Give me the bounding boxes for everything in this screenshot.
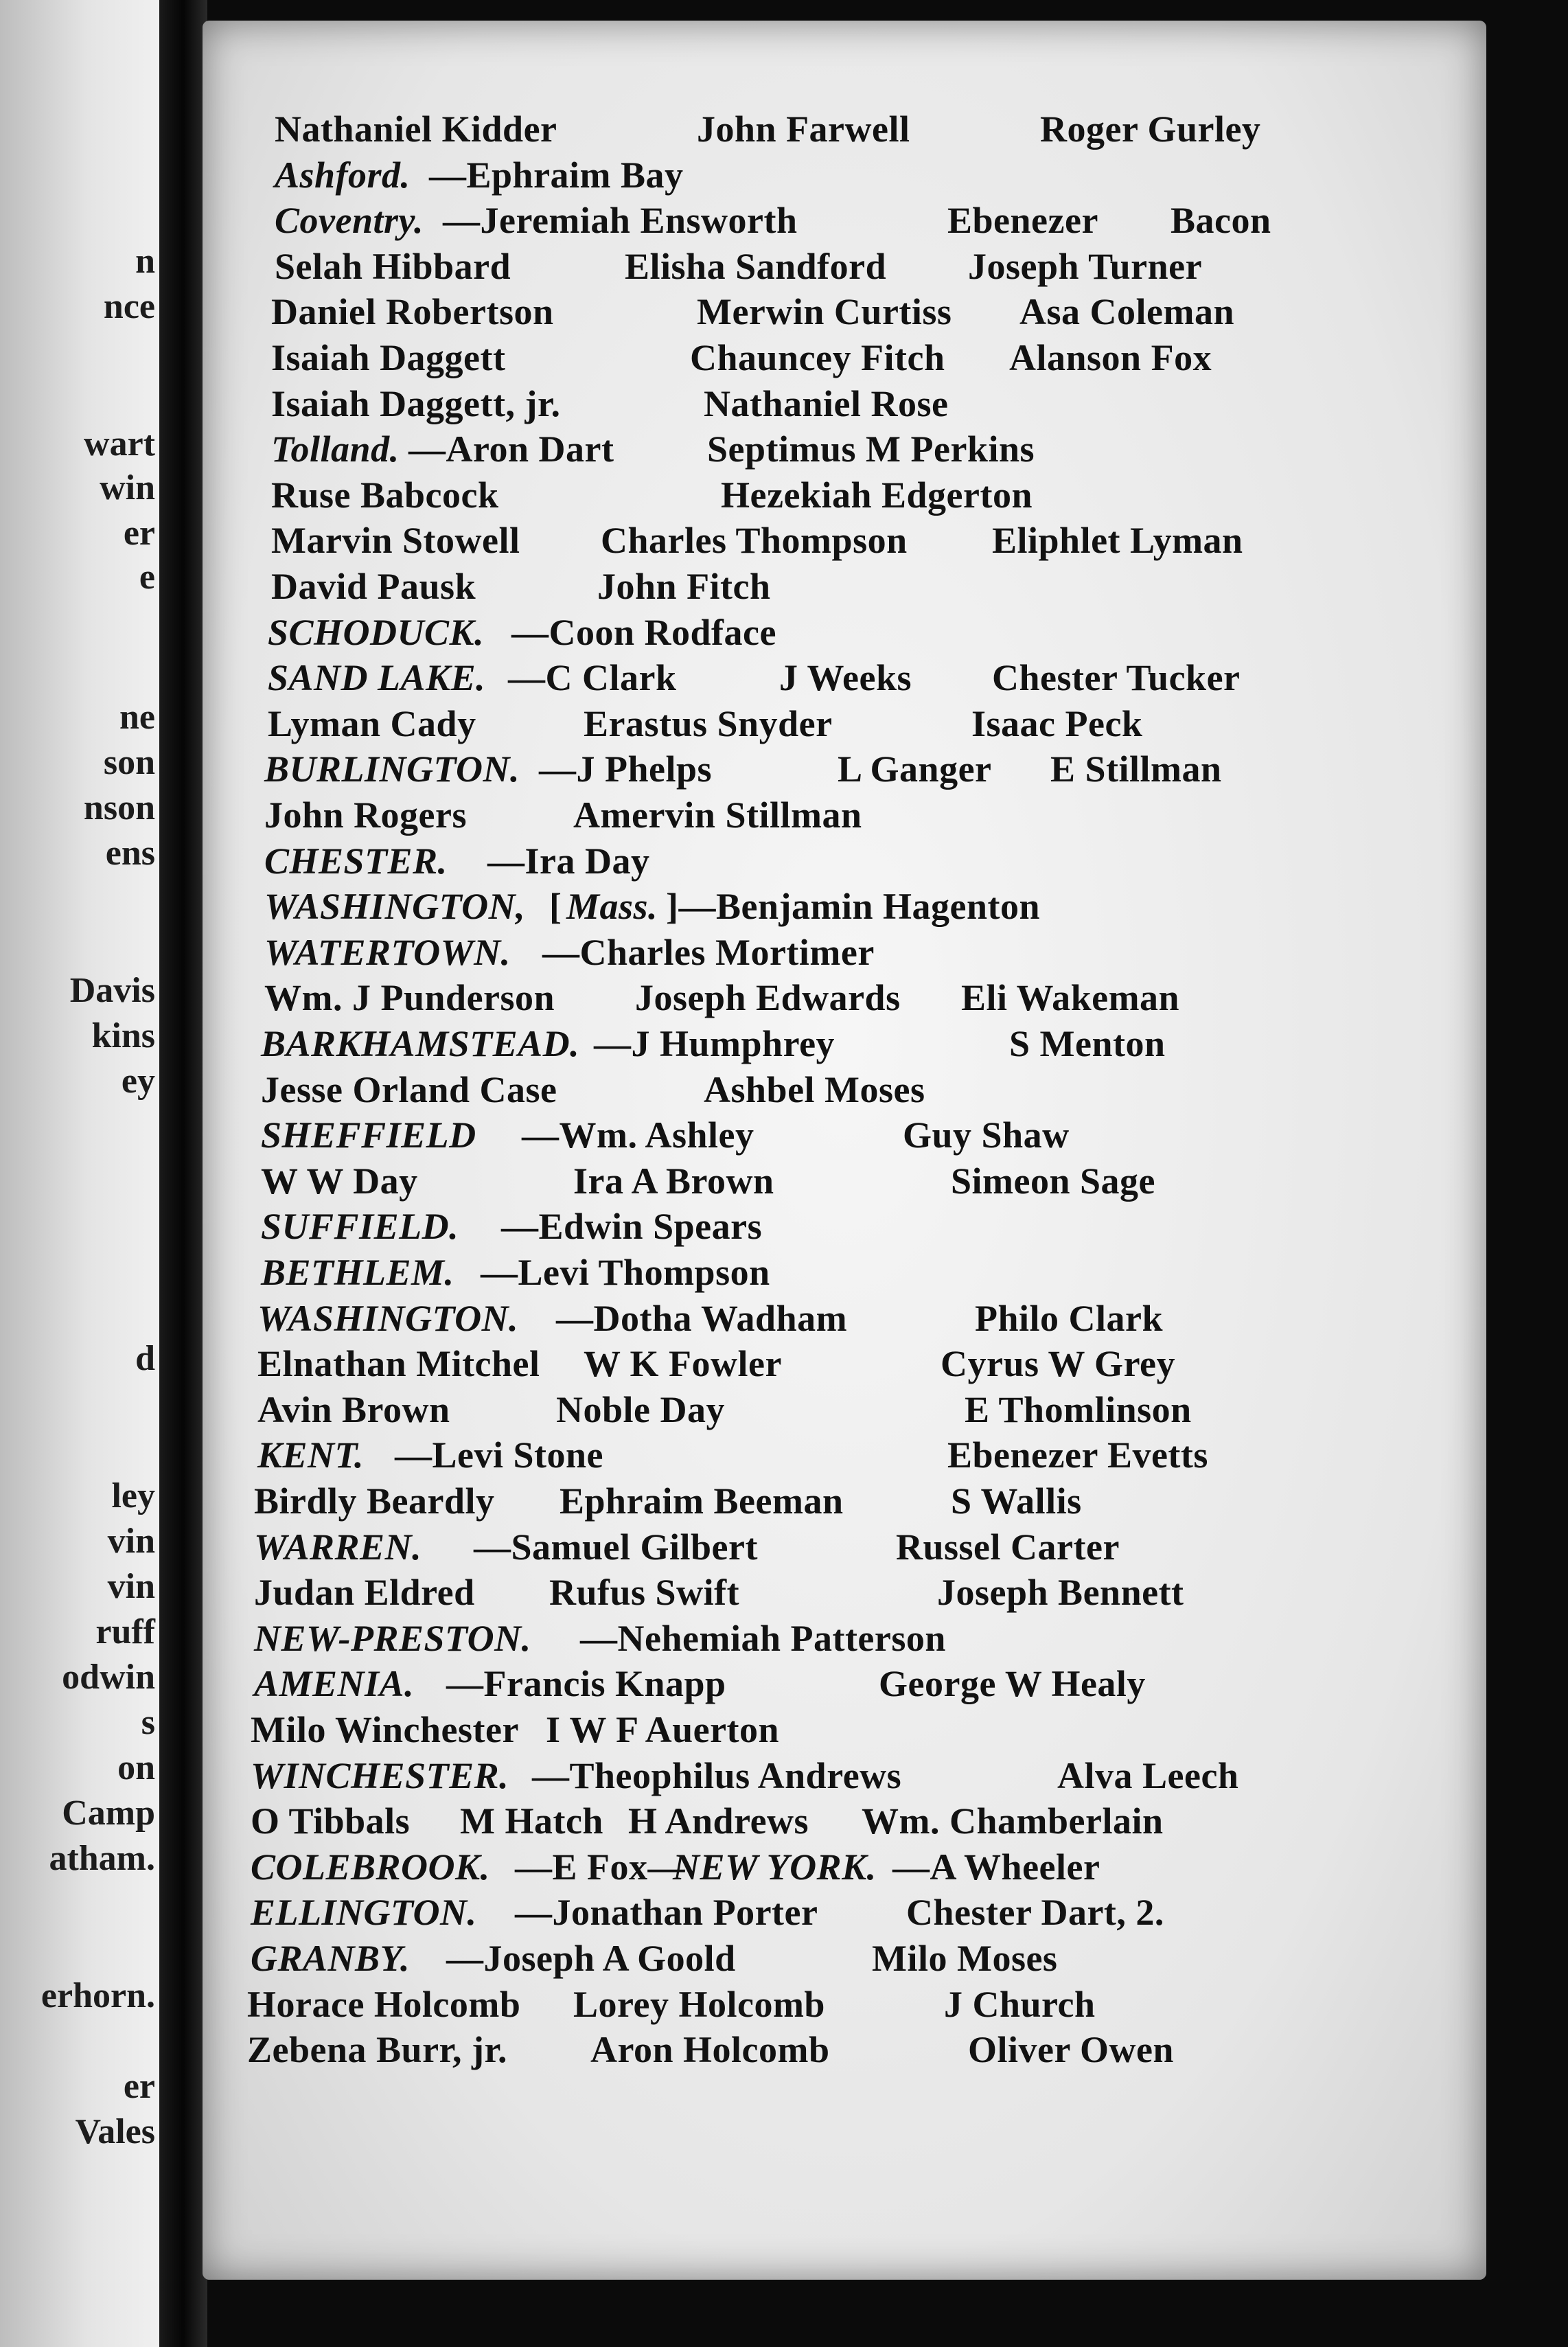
facing-page-text: kins bbox=[91, 1016, 155, 1055]
person-name: —C Clark bbox=[508, 657, 677, 699]
person-name: —E Fox— bbox=[515, 1846, 686, 1888]
person-name: W W Day bbox=[261, 1160, 418, 1202]
name-row bbox=[203, 1478, 1486, 1524]
person-name: —Charles Mortimer bbox=[542, 931, 875, 973]
person-name: Chester Dart, 2. bbox=[906, 1892, 1164, 1934]
name-row bbox=[203, 884, 1486, 929]
facing-page-text: n bbox=[135, 242, 155, 281]
person-name: Isaac Peck bbox=[971, 702, 1143, 744]
person-name: Rufus Swift bbox=[549, 1572, 740, 1614]
person-name: Isaiah Daggett, jr. bbox=[271, 382, 561, 424]
person-name: Avin Brown bbox=[257, 1388, 450, 1430]
facing-page-text: Davis bbox=[69, 971, 155, 1010]
person-name: —Coon Rodface bbox=[511, 611, 776, 653]
person-name: John Farwell bbox=[697, 108, 910, 150]
person-name: Isaiah Daggett bbox=[271, 337, 506, 378]
place-name: Ashford. bbox=[275, 154, 411, 196]
person-name: Guy Shaw bbox=[903, 1114, 1070, 1156]
name-row bbox=[203, 1067, 1486, 1112]
person-name: George W Healy bbox=[879, 1663, 1146, 1705]
name-row bbox=[203, 1798, 1486, 1844]
name-row bbox=[203, 1570, 1486, 1615]
name-row bbox=[203, 381, 1486, 426]
name-row bbox=[203, 610, 1486, 655]
person-name: Nathaniel Kidder bbox=[275, 108, 557, 150]
person-name: —Francis Knapp bbox=[446, 1663, 726, 1705]
person-name: Jesse Orland Case bbox=[261, 1068, 557, 1110]
person-name: Wm. J Punderson bbox=[264, 977, 555, 1019]
facing-page-text: s bbox=[141, 1703, 155, 1742]
place-name: WATERTOWN. bbox=[264, 931, 511, 973]
facing-page-text: er bbox=[123, 2067, 155, 2106]
person-name: Milo Winchester bbox=[251, 1709, 519, 1750]
name-row bbox=[203, 1296, 1486, 1341]
facing-page-text: atham. bbox=[49, 1839, 155, 1878]
person-name: H Andrews bbox=[628, 1800, 809, 1842]
person-name: Joseph Edwards bbox=[635, 977, 901, 1019]
person-name: Wm. Chamberlain bbox=[862, 1800, 1164, 1842]
facing-page-text: nson bbox=[83, 788, 155, 827]
person-name: Hezekiah Edgerton bbox=[721, 474, 1033, 516]
book-gutter bbox=[159, 0, 207, 2347]
person-name: —Dotha Wadham bbox=[556, 1297, 848, 1339]
name-row bbox=[203, 1844, 1486, 1890]
name-row bbox=[203, 1112, 1486, 1158]
person-name: —Aron Dart bbox=[408, 428, 614, 470]
person-name: —Theophilus Andrews bbox=[532, 1754, 902, 1796]
place-name: COLEBROOK. bbox=[251, 1846, 490, 1888]
person-name: —Jonathan Porter bbox=[515, 1892, 818, 1934]
place-name: WINCHESTER. bbox=[251, 1754, 509, 1796]
person-name: Roger Gurley bbox=[1040, 108, 1261, 150]
name-row bbox=[203, 289, 1486, 334]
person-name: Joseph Bennett bbox=[937, 1572, 1184, 1614]
person-name: Chester Tucker bbox=[992, 657, 1241, 699]
person-name: —Edwin Spears bbox=[501, 1206, 763, 1248]
place-name: SHEFFIELD bbox=[261, 1114, 476, 1156]
person-name: Milo Moses bbox=[872, 1938, 1058, 1979]
person-name: Selah Hibbard bbox=[275, 245, 511, 287]
person-name: Cyrus W Grey bbox=[941, 1343, 1176, 1385]
person-name: Elisha Sandford bbox=[625, 245, 887, 287]
person-name: John Fitch bbox=[597, 566, 771, 607]
person-name: Noble Day bbox=[556, 1388, 725, 1430]
name-row bbox=[203, 564, 1486, 609]
facing-page-text: nce bbox=[103, 287, 155, 326]
person-name: I W F Auerton bbox=[546, 1709, 780, 1750]
person-name: Ebenezer Evetts bbox=[947, 1434, 1208, 1476]
place-name: Mass. bbox=[566, 886, 658, 928]
name-row bbox=[203, 792, 1486, 838]
person-name: Septimus M Perkins bbox=[707, 428, 1035, 470]
name-row bbox=[203, 838, 1486, 884]
person-name: Oliver Owen bbox=[968, 2029, 1174, 2071]
place-name: WASHINGTON, bbox=[264, 886, 526, 928]
facing-page-text: vin bbox=[107, 1522, 155, 1561]
person-name: Eliphlet Lyman bbox=[992, 520, 1243, 562]
person-name: —Levi Stone bbox=[395, 1434, 604, 1476]
place-name: NEW YORK. bbox=[673, 1846, 877, 1888]
place-name: SAND LAKE. bbox=[268, 657, 486, 699]
person-name: Elnathan Mitchel bbox=[257, 1343, 540, 1385]
name-row bbox=[203, 152, 1486, 198]
person-name: Amervin Stillman bbox=[573, 794, 862, 836]
person-name: [ bbox=[549, 886, 562, 928]
name-row bbox=[203, 106, 1486, 152]
facing-page-text: erhorn. bbox=[41, 1976, 155, 2015]
person-name: Judan Eldred bbox=[254, 1572, 475, 1614]
name-row bbox=[203, 1204, 1486, 1249]
place-name: SUFFIELD. bbox=[261, 1206, 459, 1248]
person-name: Ruse Babcock bbox=[271, 474, 499, 516]
person-name: —Wm. Ashley bbox=[522, 1114, 754, 1156]
name-row bbox=[203, 335, 1486, 380]
place-name: SCHODUCK. bbox=[268, 611, 485, 653]
person-name: Chauncey Fitch bbox=[690, 337, 945, 378]
person-name: Alva Leech bbox=[1057, 1754, 1239, 1796]
person-name: S Menton bbox=[1009, 1023, 1166, 1064]
person-name: Ira A Brown bbox=[573, 1160, 774, 1202]
name-row bbox=[203, 746, 1486, 792]
person-name: Ashbel Moses bbox=[704, 1068, 925, 1110]
name-row bbox=[203, 198, 1486, 243]
person-name: J Church bbox=[944, 1983, 1096, 2025]
facing-page-text: d bbox=[135, 1339, 155, 1378]
facing-page-text: on bbox=[117, 1748, 155, 1787]
page-edge-shadow bbox=[1490, 41, 1568, 2347]
person-name: John Rogers bbox=[264, 794, 468, 836]
name-row bbox=[203, 1387, 1486, 1432]
person-name: Horace Holcomb bbox=[247, 1983, 521, 2025]
name-row bbox=[203, 1890, 1486, 1935]
person-name: Lyman Cady bbox=[268, 702, 476, 744]
person-name: David Pausk bbox=[271, 566, 476, 607]
person-name: J Weeks bbox=[779, 657, 912, 699]
place-name: GRANBY. bbox=[251, 1938, 411, 1979]
person-name: —A Wheeler bbox=[892, 1846, 1100, 1888]
person-name: Erastus Snyder bbox=[584, 702, 833, 744]
facing-page-text: wart bbox=[84, 424, 155, 463]
person-name: —Ephraim Bay bbox=[429, 154, 684, 196]
name-row bbox=[203, 701, 1486, 746]
person-name: —Nehemiah Patterson bbox=[580, 1617, 946, 1659]
place-name: Tolland. bbox=[271, 428, 400, 470]
person-name: O Tibbals bbox=[251, 1800, 411, 1842]
name-row bbox=[203, 655, 1486, 700]
place-name: BETHLEM. bbox=[261, 1252, 454, 1293]
person-name: Lorey Holcomb bbox=[573, 1983, 825, 2025]
person-name: —Samuel Gilbert bbox=[474, 1526, 758, 1568]
name-row bbox=[203, 1250, 1486, 1295]
facing-page-text: ne bbox=[119, 698, 155, 737]
name-row bbox=[203, 518, 1486, 563]
person-name: Asa Coleman bbox=[1019, 291, 1234, 333]
name-row bbox=[203, 1616, 1486, 1661]
person-name: Ebenezer bbox=[947, 200, 1098, 242]
document-page bbox=[203, 21, 1486, 2280]
person-name: ]—Benjamin Hagenton bbox=[666, 886, 1041, 928]
name-row bbox=[203, 1341, 1486, 1386]
person-name: Philo Clark bbox=[975, 1297, 1164, 1339]
name-row bbox=[203, 1982, 1486, 2027]
place-name: BURLINGTON. bbox=[264, 748, 520, 790]
name-row bbox=[203, 244, 1486, 289]
person-name: Simeon Sage bbox=[951, 1160, 1156, 1202]
person-name: Merwin Curtiss bbox=[697, 291, 952, 333]
person-name: W K Fowler bbox=[584, 1343, 782, 1385]
person-name: E Thomlinson bbox=[965, 1388, 1192, 1430]
person-name: Russel Carter bbox=[896, 1526, 1120, 1568]
place-name: WARREN. bbox=[254, 1526, 422, 1568]
person-name: Ephraim Beeman bbox=[560, 1480, 844, 1522]
name-row bbox=[203, 1432, 1486, 1478]
place-name: WASHINGTON. bbox=[257, 1297, 519, 1339]
facing-page-text: odwin bbox=[62, 1658, 155, 1697]
facing-page-text: ley bbox=[111, 1476, 155, 1515]
person-name: M Hatch bbox=[460, 1800, 603, 1842]
facing-page-text: ruff bbox=[95, 1612, 155, 1651]
facing-page-text: Camp bbox=[62, 1794, 155, 1833]
person-name: L Ganger bbox=[838, 748, 992, 790]
name-row bbox=[203, 1936, 1486, 1981]
facing-page-text: vin bbox=[107, 1567, 155, 1606]
name-row bbox=[203, 2027, 1486, 2072]
person-name: —Jeremiah Ensworth bbox=[443, 200, 798, 242]
name-row bbox=[203, 1661, 1486, 1706]
place-name: Coventry. bbox=[275, 200, 424, 242]
facing-page-text: ey bbox=[121, 1062, 155, 1101]
person-name: —Levi Thompson bbox=[481, 1252, 770, 1293]
place-name: ELLINGTON. bbox=[251, 1892, 477, 1934]
person-name: S Wallis bbox=[951, 1480, 1082, 1522]
person-name: —J Phelps bbox=[539, 748, 713, 790]
person-name: Marvin Stowell bbox=[271, 520, 520, 562]
facing-page-fragment bbox=[0, 0, 159, 2347]
person-name: —Joseph A Goold bbox=[446, 1938, 736, 1979]
facing-page-text: Vales bbox=[75, 2112, 155, 2151]
name-row bbox=[203, 426, 1486, 472]
person-name: —J Humphrey bbox=[594, 1023, 835, 1064]
name-row bbox=[203, 1021, 1486, 1066]
place-name: BARKHAMSTEAD. bbox=[261, 1023, 580, 1064]
name-row bbox=[203, 975, 1486, 1020]
person-name: Joseph Turner bbox=[968, 245, 1203, 287]
facing-page-text: win bbox=[100, 468, 155, 507]
person-name: Nathaniel Rose bbox=[704, 382, 949, 424]
person-name: Alanson Fox bbox=[1009, 337, 1212, 378]
name-row bbox=[203, 1524, 1486, 1570]
facing-page-text: er bbox=[123, 514, 155, 553]
person-name: —Ira Day bbox=[487, 840, 650, 882]
facing-page-text: e bbox=[139, 558, 155, 597]
place-name: CHESTER. bbox=[264, 840, 448, 882]
facing-page-text: son bbox=[103, 743, 155, 782]
person-name: E Stillman bbox=[1050, 748, 1222, 790]
place-name: NEW-PRESTON. bbox=[254, 1617, 531, 1659]
person-name: Daniel Robertson bbox=[271, 291, 554, 333]
place-name: AMENIA. bbox=[254, 1663, 415, 1705]
person-name: Bacon bbox=[1171, 200, 1271, 242]
facing-page-text: ens bbox=[105, 834, 155, 873]
name-row bbox=[203, 472, 1486, 518]
name-row bbox=[203, 1707, 1486, 1752]
person-name: Aron Holcomb bbox=[590, 2029, 830, 2071]
name-row bbox=[203, 1753, 1486, 1798]
person-name: Charles Thompson bbox=[601, 520, 908, 562]
person-name: Zebena Burr, jr. bbox=[247, 2029, 508, 2071]
name-row bbox=[203, 1158, 1486, 1204]
place-name: KENT. bbox=[257, 1434, 365, 1476]
person-name: Eli Wakeman bbox=[961, 977, 1180, 1019]
person-name: Birdly Beardly bbox=[254, 1480, 495, 1522]
name-row bbox=[203, 930, 1486, 975]
